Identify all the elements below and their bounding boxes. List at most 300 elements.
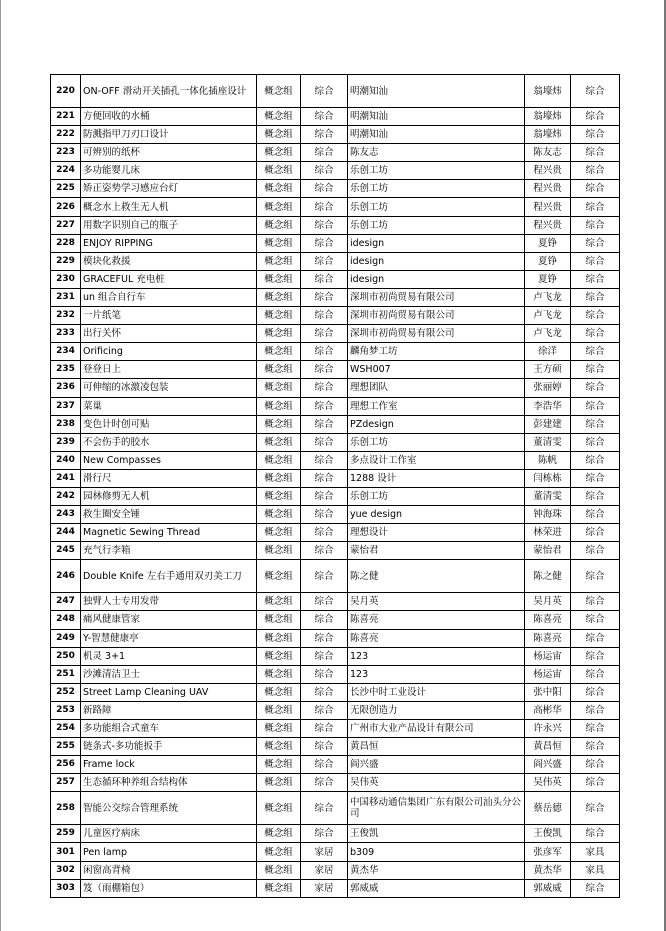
entry-designer: 程兴贵: [525, 162, 571, 180]
entry-organization: 麟角梦工坊: [348, 343, 525, 361]
entry-organization: 乐创工坊: [348, 198, 525, 216]
entry-number: 244: [51, 524, 81, 542]
entry-group: 概念组: [257, 524, 301, 542]
entry-organization: 乐创工坊: [348, 180, 525, 198]
entry-designer: 卢飞龙: [525, 288, 571, 306]
entry-category: 综合: [301, 487, 348, 505]
entry-subcategory: 综合: [571, 469, 620, 487]
table-row: [51, 792, 620, 825]
entry-group: 概念组: [257, 180, 301, 198]
entry-designer: 吴伟英: [525, 774, 571, 792]
entry-number: 236: [51, 379, 81, 397]
entry-number: 237: [51, 397, 81, 415]
entry-organization: b309: [348, 843, 525, 861]
entry-title: 痛风健康管家: [81, 611, 257, 629]
entry-subcategory: 综合: [571, 325, 620, 343]
entry-category: 综合: [301, 701, 348, 719]
entry-designer: 张中阳: [525, 683, 571, 701]
entry-group: 概念组: [257, 861, 301, 879]
entry-number: 245: [51, 542, 81, 560]
entry-subcategory: 综合: [571, 270, 620, 288]
entry-subcategory: 综合: [571, 252, 620, 270]
entry-organization: PZdesign: [348, 415, 525, 433]
entry-organization: 无限创造力: [348, 701, 525, 719]
entry-category: 综合: [301, 415, 348, 433]
table-row: [51, 629, 620, 647]
entry-number: 235: [51, 361, 81, 379]
entry-number: 247: [51, 593, 81, 611]
entry-designer: 王俊凯: [525, 825, 571, 843]
entry-category: 综合: [301, 397, 348, 415]
entry-category: 综合: [301, 361, 348, 379]
entry-number: 302: [51, 861, 81, 879]
table-row: [51, 433, 620, 451]
entry-group: 概念组: [257, 343, 301, 361]
entry-number: 240: [51, 451, 81, 469]
entry-subcategory: 综合: [571, 433, 620, 451]
entry-category: 综合: [301, 252, 348, 270]
entry-designer: 吴月英: [525, 593, 571, 611]
table-row: [51, 469, 620, 487]
entry-designer: 闫栋栋: [525, 469, 571, 487]
table-row: [51, 611, 620, 629]
entry-organization: 乐创工坊: [348, 162, 525, 180]
entry-designer: 董清雯: [525, 487, 571, 505]
entry-subcategory: 综合: [571, 198, 620, 216]
entry-designer: 郭威威: [525, 879, 571, 897]
entry-group: 概念组: [257, 270, 301, 288]
entry-organization: 123: [348, 665, 525, 683]
entry-subcategory: 综合: [571, 756, 620, 774]
entry-category: 综合: [301, 144, 348, 162]
entry-category: 综合: [301, 665, 348, 683]
entry-category: 综合: [301, 593, 348, 611]
entry-number: 251: [51, 665, 81, 683]
entry-title: 方便回收的水桶: [81, 108, 257, 126]
entry-title: 生态循环种养组合结构体: [81, 774, 257, 792]
entries-table: [50, 74, 620, 898]
entry-group: 概念组: [257, 560, 301, 593]
entry-designer: 翁壕炜: [525, 126, 571, 144]
table-row: [51, 234, 620, 252]
entry-title: 滑行尺: [81, 469, 257, 487]
table-row: [51, 343, 620, 361]
table-row: [51, 861, 620, 879]
entry-designer: 黄杰华: [525, 861, 571, 879]
table-row: [51, 879, 620, 897]
entry-number: 238: [51, 415, 81, 433]
table-row: [51, 216, 620, 234]
entry-organization: 理想设计: [348, 524, 525, 542]
entry-category: 综合: [301, 611, 348, 629]
entry-organization: yue design: [348, 506, 525, 524]
page-edge-left: [0, 0, 1, 931]
entry-number: 232: [51, 307, 81, 325]
entry-number: 226: [51, 198, 81, 216]
entry-category: 综合: [301, 451, 348, 469]
table-row: [51, 270, 620, 288]
table-row: [51, 524, 620, 542]
entry-designer: 张丽婷: [525, 379, 571, 397]
entry-group: 概念组: [257, 792, 301, 825]
entry-organization: 吴伟英: [348, 774, 525, 792]
entry-title: 多功能组合式童车: [81, 720, 257, 738]
table-row: [51, 415, 620, 433]
entry-organization: 1288 设计: [348, 469, 525, 487]
entry-title: Pen lamp: [81, 843, 257, 861]
entry-designer: 蔡岳德: [525, 792, 571, 825]
entry-category: 综合: [301, 756, 348, 774]
entry-group: 概念组: [257, 701, 301, 719]
entry-category: 综合: [301, 720, 348, 738]
entry-subcategory: 综合: [571, 397, 620, 415]
entry-organization: 明潮知汕: [348, 126, 525, 144]
table-row: [51, 162, 620, 180]
entry-organization: 理想工作室: [348, 397, 525, 415]
entry-group: 概念组: [257, 843, 301, 861]
table-row: [51, 825, 620, 843]
table-row: [51, 593, 620, 611]
table-row: [51, 325, 620, 343]
entry-title: 模块化救援: [81, 252, 257, 270]
entry-subcategory: 综合: [571, 720, 620, 738]
table-row: [51, 288, 620, 306]
entry-subcategory: 综合: [571, 683, 620, 701]
entry-title: 可伸缩的冰激凌包装: [81, 379, 257, 397]
entry-subcategory: 综合: [571, 487, 620, 505]
entry-title: ON-OFF 滑动开关插孔一体化插座设计: [81, 75, 257, 108]
table-row: [51, 108, 620, 126]
entry-number: 254: [51, 720, 81, 738]
table-row: [51, 379, 620, 397]
entry-title: 菜巢: [81, 397, 257, 415]
entry-title: 沙滩清洁卫士: [81, 665, 257, 683]
entry-title: Frame lock: [81, 756, 257, 774]
entry-number: 256: [51, 756, 81, 774]
entry-group: 概念组: [257, 415, 301, 433]
entry-designer: 杨运宙: [525, 647, 571, 665]
entry-designer: 卢飞龙: [525, 325, 571, 343]
entry-title: ENJOY RIPPING: [81, 234, 257, 252]
entry-organization: 123: [348, 647, 525, 665]
entry-title: 园林修剪无人机: [81, 487, 257, 505]
entry-group: 概念组: [257, 108, 301, 126]
entry-designer: 程兴贵: [525, 198, 571, 216]
entry-organization: 深圳市初尚贸易有限公司: [348, 325, 525, 343]
entry-subcategory: 综合: [571, 792, 620, 825]
entry-organization: 陈友志: [348, 144, 525, 162]
entry-number: 242: [51, 487, 81, 505]
table-row: [51, 397, 620, 415]
entry-designer: 翁壕炜: [525, 108, 571, 126]
entry-category: 家居: [301, 843, 348, 861]
entry-designer: 阎兴盛: [525, 756, 571, 774]
entry-title: GRACEFUL 充电桩: [81, 270, 257, 288]
entry-group: 概念组: [257, 433, 301, 451]
entry-subcategory: 综合: [571, 361, 620, 379]
table-row: [51, 665, 620, 683]
entry-title: Street Lamp Cleaning UAV: [81, 683, 257, 701]
entry-group: 概念组: [257, 738, 301, 756]
entry-subcategory: 综合: [571, 162, 620, 180]
entry-subcategory: 综合: [571, 288, 620, 306]
entry-designer: 陈帆: [525, 451, 571, 469]
entry-number: 220: [51, 75, 81, 108]
entry-number: 229: [51, 252, 81, 270]
entry-title: New Compasses: [81, 451, 257, 469]
entry-designer: 彭建建: [525, 415, 571, 433]
entry-subcategory: 综合: [571, 879, 620, 897]
entry-group: 概念组: [257, 75, 301, 108]
entry-category: 综合: [301, 647, 348, 665]
entry-subcategory: 综合: [571, 506, 620, 524]
entry-organization: 明潮知汕: [348, 108, 525, 126]
entry-subcategory: 综合: [571, 593, 620, 611]
entry-subcategory: 综合: [571, 611, 620, 629]
entry-designer: 王方硕: [525, 361, 571, 379]
entry-organization: 吴月英: [348, 593, 525, 611]
entry-organization: 长沙中时工业设计: [348, 683, 525, 701]
entry-category: 综合: [301, 469, 348, 487]
entry-designer: 蒙怡君: [525, 542, 571, 560]
entry-organization: 阎兴盛: [348, 756, 525, 774]
entry-number: 228: [51, 234, 81, 252]
entry-designer: 陈友志: [525, 144, 571, 162]
entry-group: 概念组: [257, 756, 301, 774]
entry-number: 233: [51, 325, 81, 343]
entry-category: 综合: [301, 560, 348, 593]
entry-organization: idesign: [348, 252, 525, 270]
entry-title: Orificing: [81, 343, 257, 361]
entry-organization: 郭威威: [348, 879, 525, 897]
entry-organization: 理想团队: [348, 379, 525, 397]
entry-title: 笈（雨棚箱包）: [81, 879, 257, 897]
entry-number: 231: [51, 288, 81, 306]
entry-group: 概念组: [257, 144, 301, 162]
entry-group: 概念组: [257, 288, 301, 306]
entry-category: 综合: [301, 825, 348, 843]
entry-group: 概念组: [257, 774, 301, 792]
entry-number: 246: [51, 560, 81, 593]
entry-category: 综合: [301, 307, 348, 325]
entry-subcategory: 综合: [571, 774, 620, 792]
entry-organization: 王俊凯: [348, 825, 525, 843]
entry-designer: 林荣进: [525, 524, 571, 542]
entry-title: 智能公交综合管理系统: [81, 792, 257, 825]
entry-number: 301: [51, 843, 81, 861]
entry-number: 255: [51, 738, 81, 756]
entry-subcategory: 综合: [571, 144, 620, 162]
entry-group: 概念组: [257, 647, 301, 665]
entry-group: 概念组: [257, 307, 301, 325]
entry-subcategory: 综合: [571, 560, 620, 593]
entry-organization: 广州市大业产品设计有限公司: [348, 720, 525, 738]
entry-subcategory: 综合: [571, 647, 620, 665]
table-row: [51, 75, 620, 108]
entry-organization: 乐创工坊: [348, 216, 525, 234]
entry-group: 概念组: [257, 397, 301, 415]
table-row: [51, 361, 620, 379]
entry-group: 概念组: [257, 611, 301, 629]
entry-group: 概念组: [257, 665, 301, 683]
entry-group: 概念组: [257, 542, 301, 560]
entry-designer: 李浩华: [525, 397, 571, 415]
table-row: [51, 126, 620, 144]
entry-designer: 卢飞龙: [525, 307, 571, 325]
entry-category: 综合: [301, 343, 348, 361]
entry-designer: 黄昌恒: [525, 738, 571, 756]
entry-category: 综合: [301, 506, 348, 524]
table-row: [51, 506, 620, 524]
entry-number: 230: [51, 270, 81, 288]
entry-organization: 陈之健: [348, 560, 525, 593]
entry-title: 新路障: [81, 701, 257, 719]
entry-group: 概念组: [257, 162, 301, 180]
entry-designer: 翁壕炜: [525, 75, 571, 108]
entry-subcategory: 综合: [571, 108, 620, 126]
entry-group: 概念组: [257, 198, 301, 216]
entry-title: 充气行李箱: [81, 542, 257, 560]
table-row: [51, 252, 620, 270]
entry-category: 综合: [301, 379, 348, 397]
entry-number: 248: [51, 611, 81, 629]
entry-number: 249: [51, 629, 81, 647]
entry-category: 家居: [301, 861, 348, 879]
entry-group: 概念组: [257, 879, 301, 897]
entry-category: 综合: [301, 325, 348, 343]
entry-subcategory: 综合: [571, 825, 620, 843]
table-row: [51, 542, 620, 560]
entry-title: 防溅指甲刀刃口设计: [81, 126, 257, 144]
entry-title: 变色计时创可贴: [81, 415, 257, 433]
entry-organization: WSH007: [348, 361, 525, 379]
table-row: [51, 720, 620, 738]
table-row: [51, 756, 620, 774]
entry-subcategory: 综合: [571, 75, 620, 108]
entry-category: 综合: [301, 270, 348, 288]
entry-organization: 多点设计工作室: [348, 451, 525, 469]
entry-number: 234: [51, 343, 81, 361]
entry-number: 253: [51, 701, 81, 719]
entry-designer: 陈喜亮: [525, 611, 571, 629]
entry-subcategory: 综合: [571, 180, 620, 198]
entry-designer: 杨运宙: [525, 665, 571, 683]
entry-designer: 夏铮: [525, 252, 571, 270]
entry-subcategory: 综合: [571, 415, 620, 433]
entry-number: 243: [51, 506, 81, 524]
entry-organization: 陈喜亮: [348, 611, 525, 629]
entry-subcategory: 综合: [571, 343, 620, 361]
entry-title: 儿童医疗病床: [81, 825, 257, 843]
entry-organization: 蒙怡君: [348, 542, 525, 560]
entry-designer: 陈喜亮: [525, 629, 571, 647]
entry-group: 概念组: [257, 593, 301, 611]
entry-organization: 中国移动通信集团广东有限公司汕头分公司: [348, 792, 525, 825]
entry-number: 224: [51, 162, 81, 180]
entry-category: 综合: [301, 198, 348, 216]
entry-category: 综合: [301, 433, 348, 451]
entry-organization: idesign: [348, 270, 525, 288]
entry-group: 概念组: [257, 451, 301, 469]
entry-title: 机灵 3+1: [81, 647, 257, 665]
table-row: [51, 738, 620, 756]
entry-category: 综合: [301, 288, 348, 306]
entry-subcategory: 综合: [571, 542, 620, 560]
entry-number: 259: [51, 825, 81, 843]
entry-group: 概念组: [257, 683, 301, 701]
entry-designer: 程兴贵: [525, 216, 571, 234]
entry-title: Y-智慧健康亭: [81, 629, 257, 647]
entry-title: 不会伤手的胶水: [81, 433, 257, 451]
entry-group: 概念组: [257, 361, 301, 379]
entry-category: 综合: [301, 180, 348, 198]
entry-title: 多功能婴儿床: [81, 162, 257, 180]
entry-category: 综合: [301, 683, 348, 701]
entry-designer: 高彬华: [525, 701, 571, 719]
entry-title: 可辨别的纸杯: [81, 144, 257, 162]
table-row: [51, 198, 620, 216]
entry-organization: 乐创工坊: [348, 487, 525, 505]
entry-title: un 组合自行车: [81, 288, 257, 306]
entry-group: 概念组: [257, 487, 301, 505]
entry-category: 综合: [301, 75, 348, 108]
entry-number: 225: [51, 180, 81, 198]
entry-title: 独臂人士专用发带: [81, 593, 257, 611]
entry-category: 综合: [301, 108, 348, 126]
entry-designer: 张彦军: [525, 843, 571, 861]
entry-subcategory: 综合: [571, 451, 620, 469]
table-row: [51, 487, 620, 505]
entry-subcategory: 综合: [571, 665, 620, 683]
entry-organization: idesign: [348, 234, 525, 252]
table-row: [51, 774, 620, 792]
entry-subcategory: 综合: [571, 307, 620, 325]
entry-subcategory: 综合: [571, 629, 620, 647]
entry-title: 救生圈安全锤: [81, 506, 257, 524]
entry-organization: 黄昌恒: [348, 738, 525, 756]
entry-category: 综合: [301, 216, 348, 234]
entry-group: 概念组: [257, 506, 301, 524]
entry-title: 登登日上: [81, 361, 257, 379]
entry-designer: 许永兴: [525, 720, 571, 738]
entry-subcategory: 综合: [571, 234, 620, 252]
entry-category: 综合: [301, 234, 348, 252]
entry-number: 258: [51, 792, 81, 825]
entry-designer: 夏铮: [525, 234, 571, 252]
entry-designer: 陈之健: [525, 560, 571, 593]
entry-group: 概念组: [257, 325, 301, 343]
entry-number: 250: [51, 647, 81, 665]
entry-title: 出行关怀: [81, 325, 257, 343]
entry-number: 222: [51, 126, 81, 144]
entry-number: 221: [51, 108, 81, 126]
table-row: [51, 701, 620, 719]
entry-number: 257: [51, 774, 81, 792]
entry-group: 概念组: [257, 252, 301, 270]
entry-subcategory: 综合: [571, 524, 620, 542]
entry-group: 概念组: [257, 234, 301, 252]
table-row: [51, 843, 620, 861]
entry-title: 矫正姿势学习感应台灯: [81, 180, 257, 198]
entry-title: 一片纸笔: [81, 307, 257, 325]
entry-organization: 黄杰华: [348, 861, 525, 879]
entry-category: 综合: [301, 162, 348, 180]
entry-title: 链条式-多功能扳手: [81, 738, 257, 756]
entry-designer: 夏铮: [525, 270, 571, 288]
entry-category: 综合: [301, 542, 348, 560]
entry-category: 综合: [301, 792, 348, 825]
entry-title: 闲窗高背椅: [81, 861, 257, 879]
